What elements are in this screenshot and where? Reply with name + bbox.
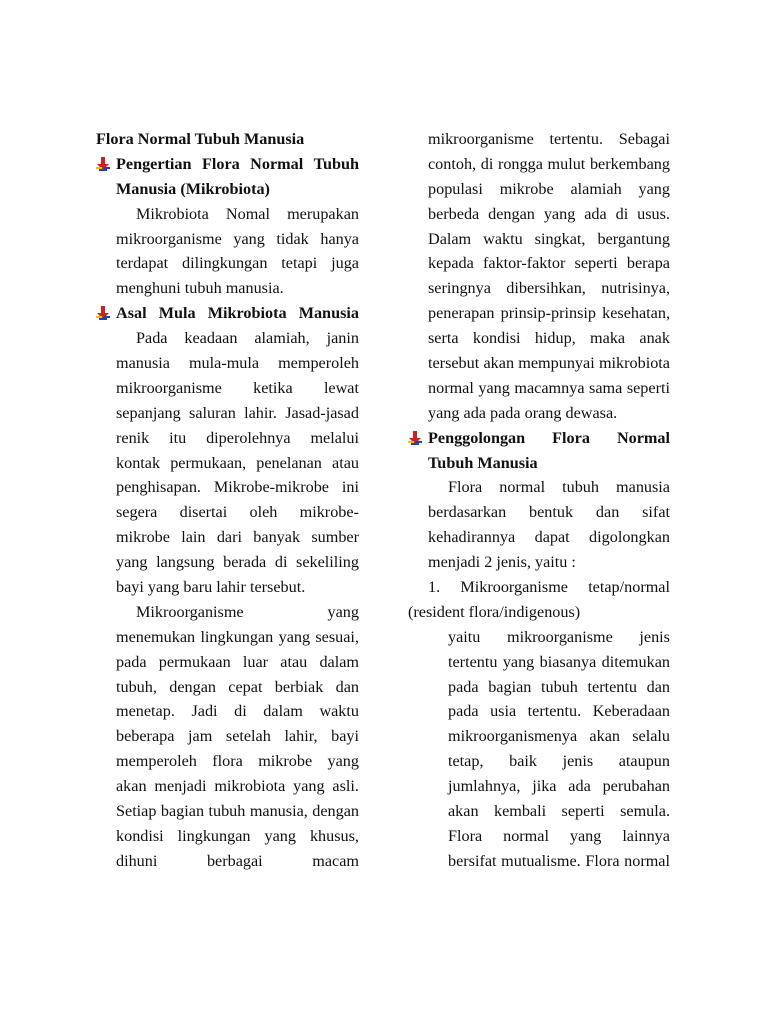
paragraph-line bbox=[408, 227, 670, 252]
text-run: renik itu diperolehnya melalui bbox=[116, 428, 359, 447]
down-arrow-bullet-icon bbox=[96, 306, 110, 320]
text-run: Flora normal tubuh manusia bbox=[448, 478, 670, 497]
text-run: jumlahnya, jika ada perubahan bbox=[448, 777, 670, 796]
paragraph-line bbox=[96, 849, 359, 874]
paragraph-line bbox=[96, 575, 359, 600]
paragraph-line bbox=[96, 799, 359, 824]
section-heading-continued bbox=[408, 451, 670, 476]
text-run: seringnya dibersihkan, nutrisinya, bbox=[428, 279, 670, 298]
list-item-description bbox=[408, 774, 670, 799]
paragraph-line bbox=[96, 426, 359, 451]
text-run: populasi mikrobe alamiah yang bbox=[428, 179, 670, 198]
text-run: akan menjadi mikrobiota yang asli. bbox=[116, 777, 359, 796]
paragraph-line bbox=[96, 475, 359, 500]
text-run: Flora normal yang lainnya bbox=[448, 826, 670, 845]
paragraph-line bbox=[408, 177, 670, 202]
text-run: mikrobe lain dari banyak sumber bbox=[116, 528, 359, 547]
text-run: mikroorganisme yang tidak hanya bbox=[116, 229, 359, 248]
text-run: (resident flora/indigenous) bbox=[408, 602, 581, 621]
right-column bbox=[408, 127, 670, 874]
text-run: mikroorganisme ketika lewat bbox=[116, 378, 359, 397]
text-run: dihuni berbagai macam bbox=[116, 851, 359, 870]
text-run: pada bagian tubuh tertentu dan bbox=[448, 677, 670, 696]
paragraph-line bbox=[96, 401, 359, 426]
text-run: pada usia tertentu. Keberadaan bbox=[448, 702, 670, 721]
paragraph-line bbox=[96, 202, 359, 227]
text-run: Asal Mula Mikrobiota Manusia bbox=[116, 304, 359, 323]
paragraph-line bbox=[96, 376, 359, 401]
paragraph-line bbox=[96, 774, 359, 799]
paragraph-line bbox=[408, 401, 670, 426]
text-run: akan kembali seperti semula. bbox=[448, 802, 670, 821]
text-run: mikroorganismenya akan selalu bbox=[448, 727, 670, 746]
text-run: kontak permukaan, penelanan atau bbox=[116, 453, 359, 472]
paragraph-line bbox=[408, 500, 670, 525]
text-run: kondisi lingkungan yang khusus, bbox=[116, 826, 359, 845]
paragraph-line bbox=[408, 127, 670, 152]
paragraph-line bbox=[96, 600, 359, 625]
paragraph-line bbox=[96, 351, 359, 376]
paragraph-line bbox=[408, 301, 670, 326]
text-run: berdasarkan bentuk dan sifat bbox=[428, 503, 670, 522]
paragraph-line bbox=[96, 276, 359, 301]
paragraph-line bbox=[408, 152, 670, 177]
text-run: Flora Normal Tubuh Manusia bbox=[96, 130, 305, 148]
text-run: Pada keadaan alamiah, janin bbox=[136, 329, 359, 348]
text-run: Manusia (Mikrobiota) bbox=[116, 179, 270, 198]
text-run: normal yang macamnya sama seperti bbox=[428, 378, 670, 397]
text-run: kehadirannya dapat digolongkan bbox=[428, 528, 670, 547]
paragraph-line bbox=[96, 625, 359, 650]
paragraph-line bbox=[96, 525, 359, 550]
list-item-description bbox=[408, 824, 670, 849]
paragraph-line bbox=[408, 550, 670, 575]
page-title bbox=[96, 127, 359, 152]
text-run: serta kondisi hidup, maka anak bbox=[428, 329, 670, 348]
paragraph-line bbox=[96, 724, 359, 749]
paragraph-line bbox=[96, 500, 359, 525]
paragraph-line bbox=[408, 202, 670, 227]
text-run: menjadi 2 jenis, yaitu : bbox=[428, 553, 576, 572]
list-item-description bbox=[408, 749, 670, 774]
paragraph-line bbox=[408, 475, 670, 500]
down-arrow-bullet-icon bbox=[96, 157, 110, 171]
text-run: beberapa jam setelah lahir, bayi bbox=[116, 727, 359, 746]
section-heading bbox=[408, 426, 670, 451]
text-run: mikroorganisme tertentu. Sebagai bbox=[428, 130, 670, 148]
text-run: tubuh, dengan cepat berbiak dan bbox=[116, 677, 359, 696]
paragraph-line bbox=[96, 675, 359, 700]
paragraph-line bbox=[96, 824, 359, 849]
text-run: yang langsung berada di sekeliling bbox=[116, 553, 359, 572]
paragraph-line bbox=[96, 749, 359, 774]
text-run: Dalam waktu singkat, bergantung bbox=[428, 229, 670, 248]
down-arrow-bullet-icon bbox=[408, 431, 422, 445]
text-run: Setiap bagian tubuh manusia, dengan bbox=[116, 802, 359, 821]
list-item-description bbox=[408, 625, 670, 650]
text-run: Tubuh Manusia bbox=[428, 453, 538, 472]
text-run: tersebut akan mempunyai mikrobiota bbox=[428, 354, 670, 373]
text-run: Pengertian Flora Normal Tubuh bbox=[116, 154, 359, 173]
text-run: yaitu mikroorganisme jenis bbox=[448, 627, 670, 646]
paragraph-line bbox=[408, 276, 670, 301]
paragraph-line bbox=[96, 227, 359, 252]
text-run: bersifat mutualisme. Flora normal bbox=[448, 851, 670, 870]
list-item-description bbox=[408, 799, 670, 824]
text-run: penghisapan. Mikrobe-mikrobe ini bbox=[116, 478, 359, 497]
paragraph-line bbox=[408, 376, 670, 401]
text-run: Mikrobiota Nomal merupakan bbox=[136, 204, 359, 223]
text-run: menemukan lingkungan yang sesuai, bbox=[116, 627, 359, 646]
left-column bbox=[96, 127, 359, 874]
list-item-description bbox=[408, 675, 670, 700]
paragraph-line bbox=[96, 251, 359, 276]
text-run: menetap. Jadi di dalam waktu bbox=[116, 702, 359, 721]
text-run: 1. Mikroorganisme tetap/normal bbox=[428, 578, 670, 597]
text-run: segera disertai oleh mikrobe- bbox=[116, 503, 359, 522]
text-run: Penggolongan Flora Normal bbox=[428, 428, 670, 447]
text-run: berbeda dengan yang ada di usus. bbox=[428, 204, 670, 223]
list-item-description bbox=[408, 650, 670, 675]
list-item-description bbox=[408, 699, 670, 724]
text-run: pada permukaan luar atau dalam bbox=[116, 652, 359, 671]
list-item-description bbox=[408, 724, 670, 749]
paragraph-line bbox=[408, 525, 670, 550]
list-item-continued bbox=[408, 600, 670, 625]
text-run: menghuni tubuh manusia. bbox=[116, 279, 284, 298]
text-run: manusia mula-mula memperoleh bbox=[116, 354, 359, 373]
text-run: sepanjang saluran lahir. Jasad-jasad bbox=[116, 403, 359, 422]
text-run: terdapat dilingkungan tetapi juga bbox=[116, 254, 359, 273]
paragraph-line bbox=[96, 650, 359, 675]
paragraph-line bbox=[96, 699, 359, 724]
text-run: kepada faktor-faktor seperti berapa bbox=[428, 254, 670, 273]
text-run: tetap, baik jenis ataupun bbox=[448, 752, 670, 771]
list-item bbox=[408, 575, 670, 600]
paragraph-line bbox=[408, 351, 670, 376]
section-heading bbox=[96, 152, 359, 177]
text-run: tertentu yang biasanya ditemukan bbox=[448, 652, 670, 671]
section-heading-continued bbox=[96, 177, 359, 202]
paragraph-line bbox=[408, 326, 670, 351]
text-run: bayi yang baru lahir tersebut. bbox=[116, 578, 306, 597]
paragraph-line bbox=[96, 451, 359, 476]
text-run: yang ada pada orang dewasa. bbox=[428, 403, 618, 422]
paragraph-line bbox=[408, 251, 670, 276]
text-run: memperoleh flora mikrobe yang bbox=[116, 752, 359, 771]
paragraph-line bbox=[96, 550, 359, 575]
list-item-description bbox=[408, 849, 670, 874]
section-heading bbox=[96, 301, 359, 326]
text-run: contoh, di rongga mulut berkembang bbox=[428, 154, 670, 173]
text-run: Mikroorganisme yang bbox=[136, 602, 359, 621]
paragraph-line bbox=[96, 326, 359, 351]
text-run: penerapan prinsip-prinsip kesehatan, bbox=[428, 304, 670, 323]
